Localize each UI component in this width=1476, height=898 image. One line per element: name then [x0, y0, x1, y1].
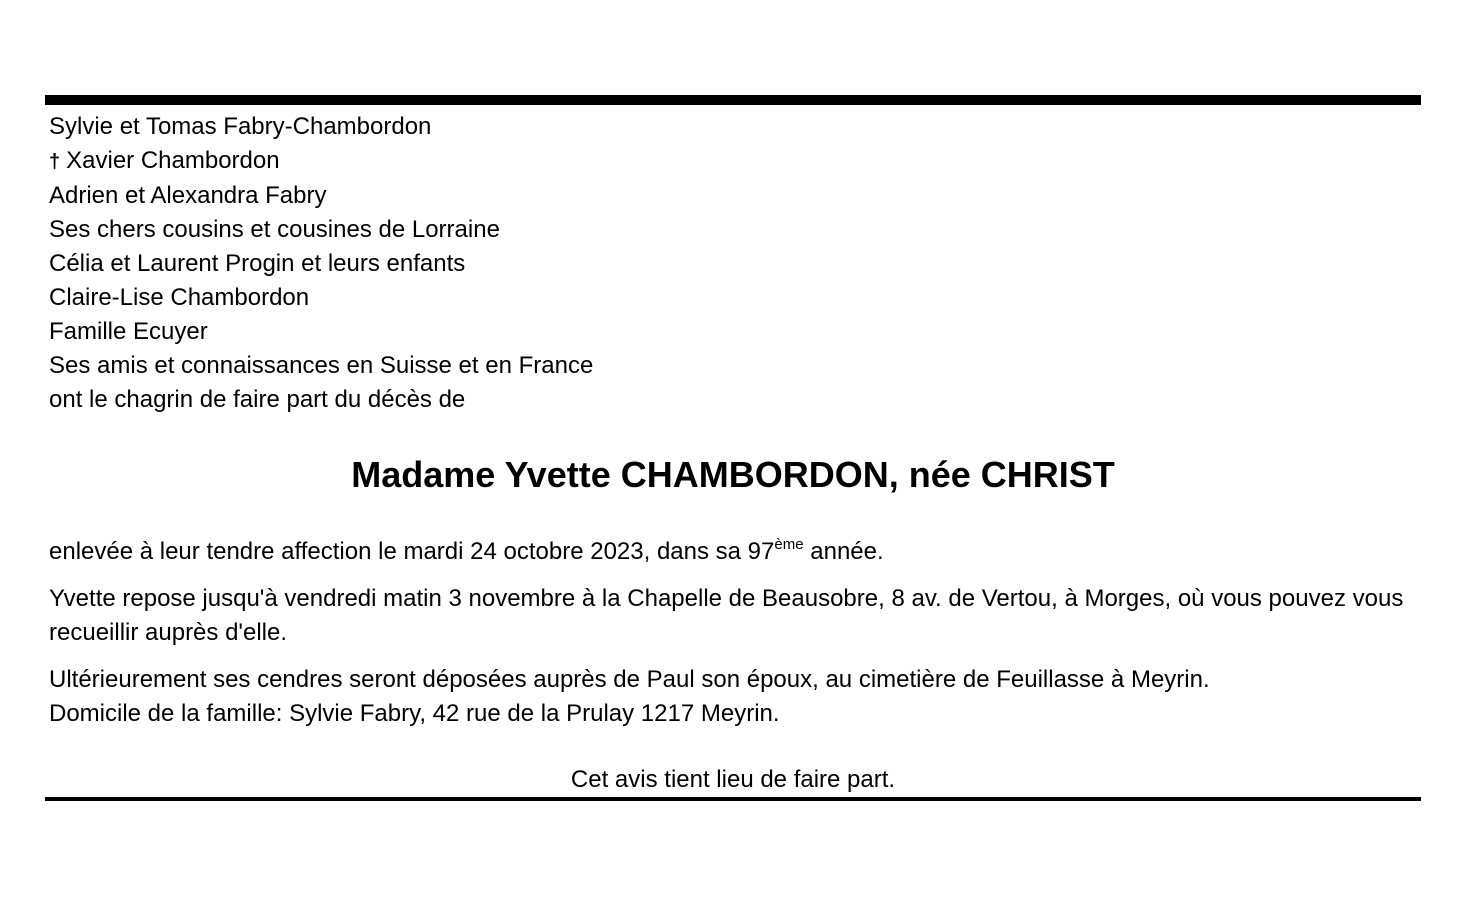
family-line: Célia et Laurent Progin et leurs enfants	[49, 250, 466, 277]
top-rule	[45, 95, 1421, 105]
burial-paragraph	[49, 663, 1421, 731]
bottom-rule	[45, 797, 1421, 801]
viewing-paragraph: Yvette repose jusqu'à vendredi matin 3 novembre à la Chapelle de Beausobre, 8 av. de Vertou, à Morges, où vous pouvez vous recueillir auprès d'elle.	[49, 585, 1404, 646]
family-list	[49, 110, 593, 417]
family-address-line: Domicile de la famille: Sylvie Fabry, 42 rue de la Prulay 1217 Meyrin.	[49, 700, 780, 727]
passing-text-end: année.	[803, 538, 884, 565]
burial-line: Ultérieurement ses cendres seront déposées auprès de Paul son époux, au cimetière de Feuillasse à Meyrin.	[49, 666, 1210, 693]
family-line: Ses chers cousins et cousines de Lorraine	[49, 216, 500, 243]
ordinal-suffix: ème	[774, 536, 804, 553]
deceased-name: Madame Yvette CHAMBORDON, née CHRIST	[351, 454, 1115, 495]
family-line: Sylvie et Tomas Fabry-Chambordon	[49, 113, 432, 140]
family-line: Famille Ecuyer	[49, 318, 208, 345]
family-line-text: Xavier Chambordon	[66, 147, 280, 174]
family-line: Claire-Lise Chambordon	[49, 284, 310, 311]
family-line: ont le chagrin de faire part du décès de	[49, 386, 466, 413]
cross-icon: †	[49, 151, 61, 173]
passing-text: enlevée à leur tendre affection le mardi 24 octobre 2023, dans sa 97	[49, 538, 775, 565]
family-line: Ses amis et connaissances en Suisse et en France	[49, 352, 594, 379]
passing-paragraph	[49, 535, 1421, 569]
family-line: Adrien et Alexandra Fabry	[49, 182, 327, 209]
family-line	[49, 144, 593, 179]
closing-note: Cet avis tient lieu de faire part.	[570, 766, 896, 793]
